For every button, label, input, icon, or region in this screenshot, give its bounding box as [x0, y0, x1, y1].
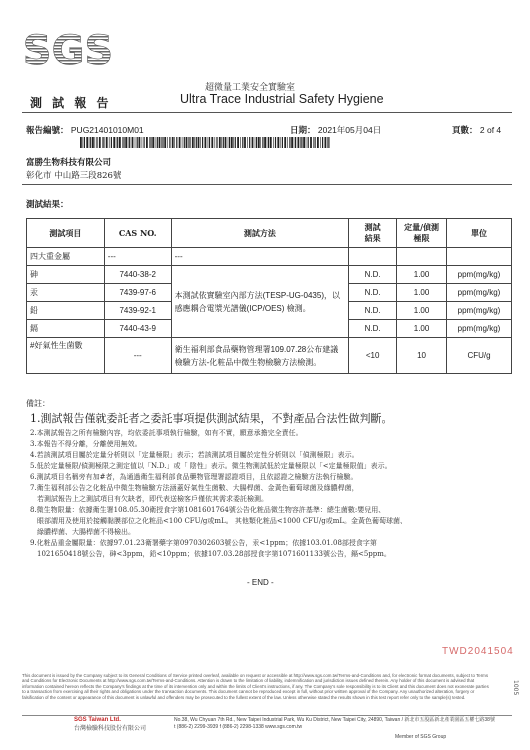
report-date — [290, 124, 381, 136]
row-limit: 1.00 — [397, 302, 447, 320]
row-limit: 1.00 — [397, 284, 447, 302]
note-item: 若測試報告上之測試項目有欠缺者，即代表送檢客戶僅依其需求委託檢測。 — [37, 495, 268, 503]
footer-company — [74, 717, 146, 732]
micro-unit: CFU/g — [447, 338, 512, 374]
row-item: 汞 — [27, 284, 105, 302]
member-of-sgs: Member of SGS Group — [395, 734, 447, 740]
company-address: No.38, Wu Chyuan 7th Rd., New Taipei Industrial Park, Wu Ku District, New Taipei City, 24890, Taiwan / 新北市五股區新北產業園區五權七路38號 — [174, 717, 495, 723]
page-count — [452, 124, 501, 136]
side-number: 1005 — [512, 680, 519, 696]
row-result: N.D. — [349, 284, 397, 302]
row-cas: 7439-97-6 — [104, 284, 171, 302]
table-row-group — [27, 248, 512, 266]
sgs-logo — [22, 18, 114, 76]
lab-name-zh: 超微量工業安全實驗室 — [205, 83, 296, 93]
notes-list — [30, 410, 515, 560]
lab-name-en: Ultra Trace Industrial Safety Hygiene — [180, 92, 384, 106]
company-contact: t (886-2) 2299-3939 f (886-2) 2298-1338 www.sgs.com.tw — [174, 724, 303, 730]
table-row — [27, 266, 512, 284]
legal-disclaimer: This document is issued by the Company subject to its General Conditions of Service printed overleaf, available on request or accessible at http://www.sgs.com.tw/Terms-and-Conditions and, for electronic format documents, subject to Terms and Conditions for Electronic Documents at http://www.sgs.com.tw/Terms-and-Conditions. Attention is drawn to the limitation of liability, indemnification and jurisdiction issues defined therein. Any holder of this document is advised that information contained hereon reflects the Company's findings at the time of its intervention only and within the limits of Client's instructions, if any. The Company's sole responsibility is to its Client and this document does not exonerate parties to a transaction from exercising all their rights and obligations under the transaction documents. This document cannot be reproduced except in full, without prior written approval of the Company. Any unauthorized alteration, forgery or falsification of the content or appearance of this document is unlawful and offenders may be prosecuted to the fullest extent of the law. Unless otherwise stated the results shown in this test report refer only to the sample(s) tested. — [22, 673, 489, 700]
note-item: 6.測試項目名稱旁有加#者，為通過衛生福利部食品藥物管理署認證項目，且依認證之檢驗方法執行檢驗。 — [30, 473, 358, 481]
micro-limit: 10 — [397, 338, 447, 374]
header-unit: 單位 — [447, 219, 512, 248]
note-item: 7.衛生福利部公告之化粧品中微生物檢驗方法涵蓋好氣性生菌數、大腸桿菌、金黃色葡萄球菌及綠膿桿菌， — [30, 484, 359, 492]
row-limit: 1.00 — [397, 320, 447, 338]
client-name: 富勝生物科技有限公司 — [26, 158, 112, 168]
table-header-row — [27, 219, 512, 248]
micro-item: #好氣性生菌數 — [27, 338, 105, 374]
client-address: 彰化市 中山路三段826號 — [26, 171, 122, 181]
report-number — [26, 124, 144, 136]
group-cas: --- — [104, 248, 171, 266]
note-item: 1.測試報告僅就委託者之委託事項提供測試結果，不對產品合法性做判斷。 — [30, 412, 393, 425]
row-unit: ppm(mg/kg) — [447, 302, 512, 320]
note-item: 眼部謂用及使用於接觸黏膜部位之化粧品<100 CFU/g或mL。 其他類化粧品<1000 CFU/g或mL。金黃色葡萄球菌、 — [37, 517, 408, 525]
table-row-micro — [27, 338, 512, 374]
report-barcode — [80, 137, 330, 148]
report-number-label: 報告編號： — [26, 126, 69, 136]
report-date-label: 日期： — [290, 126, 316, 136]
note-item: 3.本報告不得分離，分離使用無效。 — [30, 440, 142, 448]
note-item: 8.微生物限量：依據衛生署108.05.30衛授食字第1081601764號公告化粧品微生物容許基準：總生菌數:嬰兒用、 — [30, 506, 386, 514]
row-unit: ppm(mg/kg) — [447, 284, 512, 302]
row-item: 鎘 — [27, 320, 105, 338]
metal-method: 本測試依實驗室內部方法(TESP-UG-0435)，以感應耦合電漿光譜儀(ICP/OES) 檢測。 — [171, 266, 349, 338]
notes-title: 備註： — [26, 399, 50, 408]
row-limit: 1.00 — [397, 266, 447, 284]
group-method: --- — [171, 248, 349, 266]
micro-method: 衛生福利部食品藥物管理署109.07.28公布建議檢驗方法-化粧品中微生物檢驗方法檢測。 — [171, 338, 349, 374]
header-cas: CAS NO. — [104, 219, 171, 248]
group-name: 四大重金屬 — [27, 248, 105, 266]
header-limit: 定量/偵測 極限 — [397, 219, 447, 248]
report-title: 測 試 報 告 — [30, 96, 112, 110]
company-name-zh: 台灣檢驗科技股份有限公司 — [74, 726, 147, 732]
row-unit: ppm(mg/kg) — [447, 266, 512, 284]
row-cas: 7439-92-1 — [104, 302, 171, 320]
row-cas: 7440-38-2 — [104, 266, 171, 284]
header-divider — [22, 112, 512, 113]
note-item: 1021650418號公告，砷<3ppm，鉛<10ppm；依據107.03.28部授食字第1071601133號公告，鎘<5ppm。 — [37, 550, 391, 558]
page-count-label: 頁數： — [452, 126, 478, 136]
row-unit: ppm(mg/kg) — [447, 320, 512, 338]
results-table — [26, 218, 512, 374]
micro-result: <10 — [349, 338, 397, 374]
note-item: 5.低於定量極限/偵測極限之測定值以「N.D.」或「 陰性」表示。微生物測試低於定量極限以「<定量極限值」表示。 — [30, 462, 392, 470]
sgs-logo-text: SGS — [22, 28, 114, 74]
row-item: 鉛 — [27, 302, 105, 320]
page-count-value: 2 of 4 — [479, 125, 502, 135]
footer-address — [174, 717, 495, 731]
company-name-en: SGS Taiwan Ltd. — [74, 717, 121, 723]
footer-divider — [22, 715, 512, 716]
results-section-title: 測試結果： — [26, 200, 69, 210]
row-item: 砷 — [27, 266, 105, 284]
note-item: 綠膿桿菌、大腸桿菌不得檢出。 — [37, 528, 135, 536]
serial-number: TWD2041504 — [442, 646, 514, 657]
note-item: 4.若該測試項目屬於定量分析則以「定量極限」表示；若該測試項目屬於定性分析則以「偵測極限」表示。 — [30, 451, 359, 459]
header-method: 測試方法 — [171, 219, 349, 248]
row-cas: 7440-43-9 — [104, 320, 171, 338]
row-result: N.D. — [349, 302, 397, 320]
header-result: 測試 結果 — [349, 219, 397, 248]
row-result: N.D. — [349, 266, 397, 284]
client-divider — [22, 184, 512, 185]
note-item: 9.化粧品重金屬限量：依據97.01.23衛署藥字第0970302603號公告，汞<1ppm；依據103.01.08部授食字第 — [30, 539, 377, 547]
report-date-value: 2021年05月04日 — [317, 125, 382, 135]
note-item: 2.本測試報告之所有檢驗內容，均依委託事項執行檢驗，如有不實，願意承擔完全責任。 — [30, 429, 303, 437]
header-item: 測試項目 — [27, 219, 105, 248]
row-result: N.D. — [349, 320, 397, 338]
end-marker: - END - — [247, 578, 274, 587]
micro-cas: --- — [104, 338, 171, 374]
report-number-value: PUG21401010M01 — [70, 125, 144, 135]
